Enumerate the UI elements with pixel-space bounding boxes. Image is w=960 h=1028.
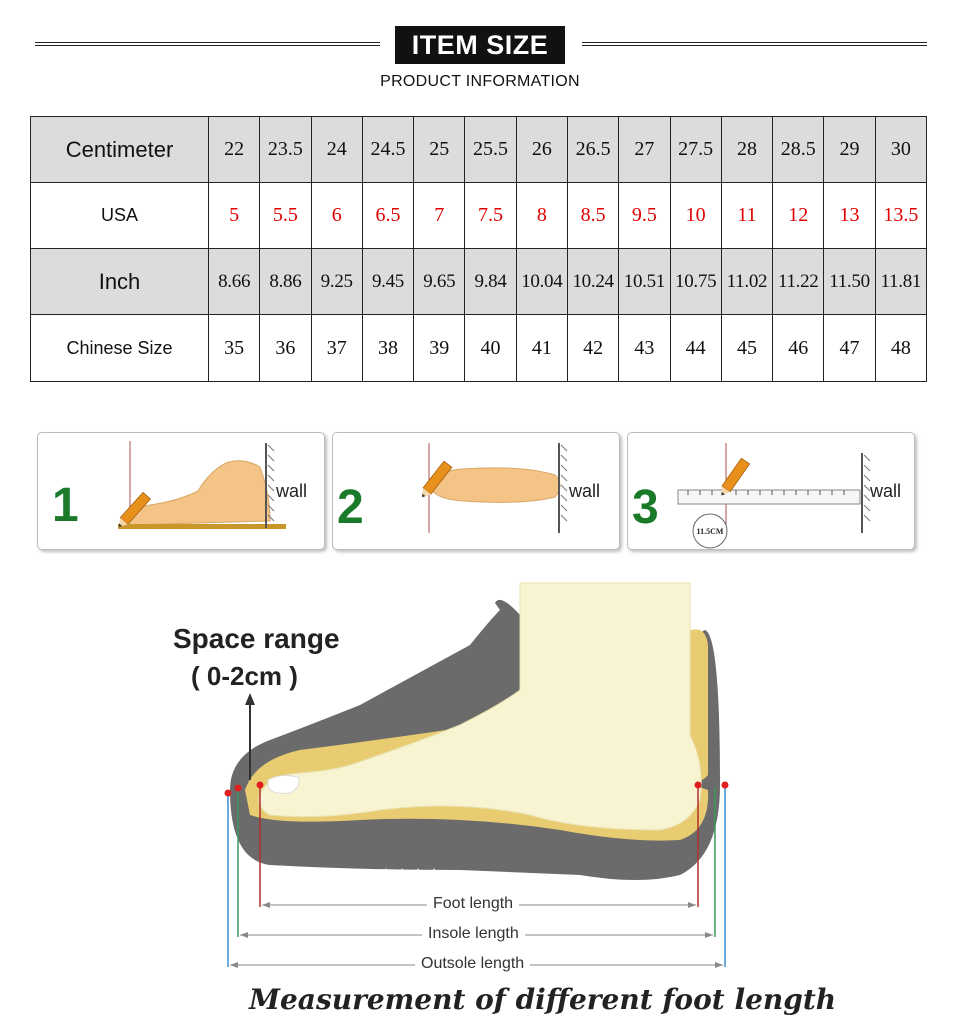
ruler	[678, 490, 860, 504]
size-cell: 11.50	[824, 249, 875, 315]
size-cell: 40	[465, 315, 516, 382]
size-cell: 8.5	[567, 183, 618, 249]
diagram-caption: Measurement of different foot length	[249, 983, 837, 1016]
header-rule-right	[582, 42, 927, 46]
step-2-number: 2	[337, 481, 364, 534]
size-cell: 46	[773, 315, 824, 382]
size-cell: 24	[311, 117, 362, 183]
size-cell: 22	[209, 117, 260, 183]
size-cell: 8	[516, 183, 567, 249]
size-cell: 27	[619, 117, 670, 183]
page-title: ITEM SIZE	[395, 26, 565, 64]
size-cell: 41	[516, 315, 567, 382]
size-cell: 10.04	[516, 249, 567, 315]
size-cell: 26.5	[567, 117, 618, 183]
size-cell: 9.25	[311, 249, 362, 315]
header-rule-left	[35, 42, 380, 46]
size-cell: 7.5	[465, 183, 516, 249]
size-cell: 29	[824, 117, 875, 183]
size-cell: 28.5	[773, 117, 824, 183]
size-cell: 11.22	[773, 249, 824, 315]
size-cell: 35	[209, 315, 260, 382]
size-cell: 10.75	[670, 249, 721, 315]
size-cell: 28	[721, 117, 772, 183]
size-cell: 5	[209, 183, 260, 249]
size-cell: 25.5	[465, 117, 516, 183]
wall-label: wall	[276, 481, 308, 501]
size-row-label: USA	[31, 183, 209, 249]
step-2-panel	[332, 432, 620, 550]
size-cell: 48	[875, 315, 926, 382]
ruler-reading: 11.5CM	[696, 527, 724, 536]
size-cell: 36	[260, 315, 311, 382]
size-cell: 39	[414, 315, 465, 382]
size-cell: 43	[619, 315, 670, 382]
size-row	[31, 183, 927, 249]
foot-length-label: Foot length	[427, 895, 519, 913]
size-cell: 24.5	[362, 117, 413, 183]
shoe-tread	[370, 871, 450, 877]
insole-length-label: Insole length	[422, 925, 525, 943]
page-subtitle: PRODUCT INFORMATION	[380, 73, 580, 90]
size-cell: 42	[567, 315, 618, 382]
size-cell: 37	[311, 315, 362, 382]
size-cell: 11.02	[721, 249, 772, 315]
step-1-panel	[37, 432, 325, 550]
size-cell: 8.86	[260, 249, 311, 315]
size-cell: 10.24	[567, 249, 618, 315]
size-cell: 38	[362, 315, 413, 382]
step-3-panel	[627, 432, 915, 550]
step-3-number: 3	[632, 481, 659, 534]
size-cell: 26	[516, 117, 567, 183]
size-cell: 25	[414, 117, 465, 183]
size-cell: 11.81	[875, 249, 926, 315]
size-cell: 44	[670, 315, 721, 382]
size-cell: 9.5	[619, 183, 670, 249]
size-cell: 11	[721, 183, 772, 249]
size-cell: 45	[721, 315, 772, 382]
wall-label: wall	[569, 481, 601, 501]
size-cell: 9.84	[465, 249, 516, 315]
size-row	[31, 249, 927, 315]
size-cell: 47	[824, 315, 875, 382]
size-cell: 8.66	[209, 249, 260, 315]
size-row-label: Inch	[31, 249, 209, 315]
size-cell: 13.5	[875, 183, 926, 249]
size-cell: 27.5	[670, 117, 721, 183]
size-cell: 5.5	[260, 183, 311, 249]
size-row-label: Centimeter	[31, 117, 209, 183]
size-cell: 13	[824, 183, 875, 249]
size-row	[31, 117, 927, 183]
size-row	[31, 315, 927, 382]
wall-label: wall	[870, 481, 902, 501]
step-1-number: 1	[52, 479, 79, 532]
size-cell: 9.45	[362, 249, 413, 315]
size-row-label: Chinese Size	[31, 315, 209, 382]
size-cell: 23.5	[260, 117, 311, 183]
size-cell: 6.5	[362, 183, 413, 249]
size-cell: 10	[670, 183, 721, 249]
size-cell: 6	[311, 183, 362, 249]
size-cell: 9.65	[414, 249, 465, 315]
size-cell: 30	[875, 117, 926, 183]
space-range-title: Space range	[173, 623, 340, 654]
size-cell: 10.51	[619, 249, 670, 315]
size-table	[30, 116, 927, 382]
size-cell: 12	[773, 183, 824, 249]
space-range-value: ( 0-2cm )	[191, 661, 298, 691]
outsole-length-label: Outsole length	[415, 955, 530, 973]
size-cell: 7	[414, 183, 465, 249]
